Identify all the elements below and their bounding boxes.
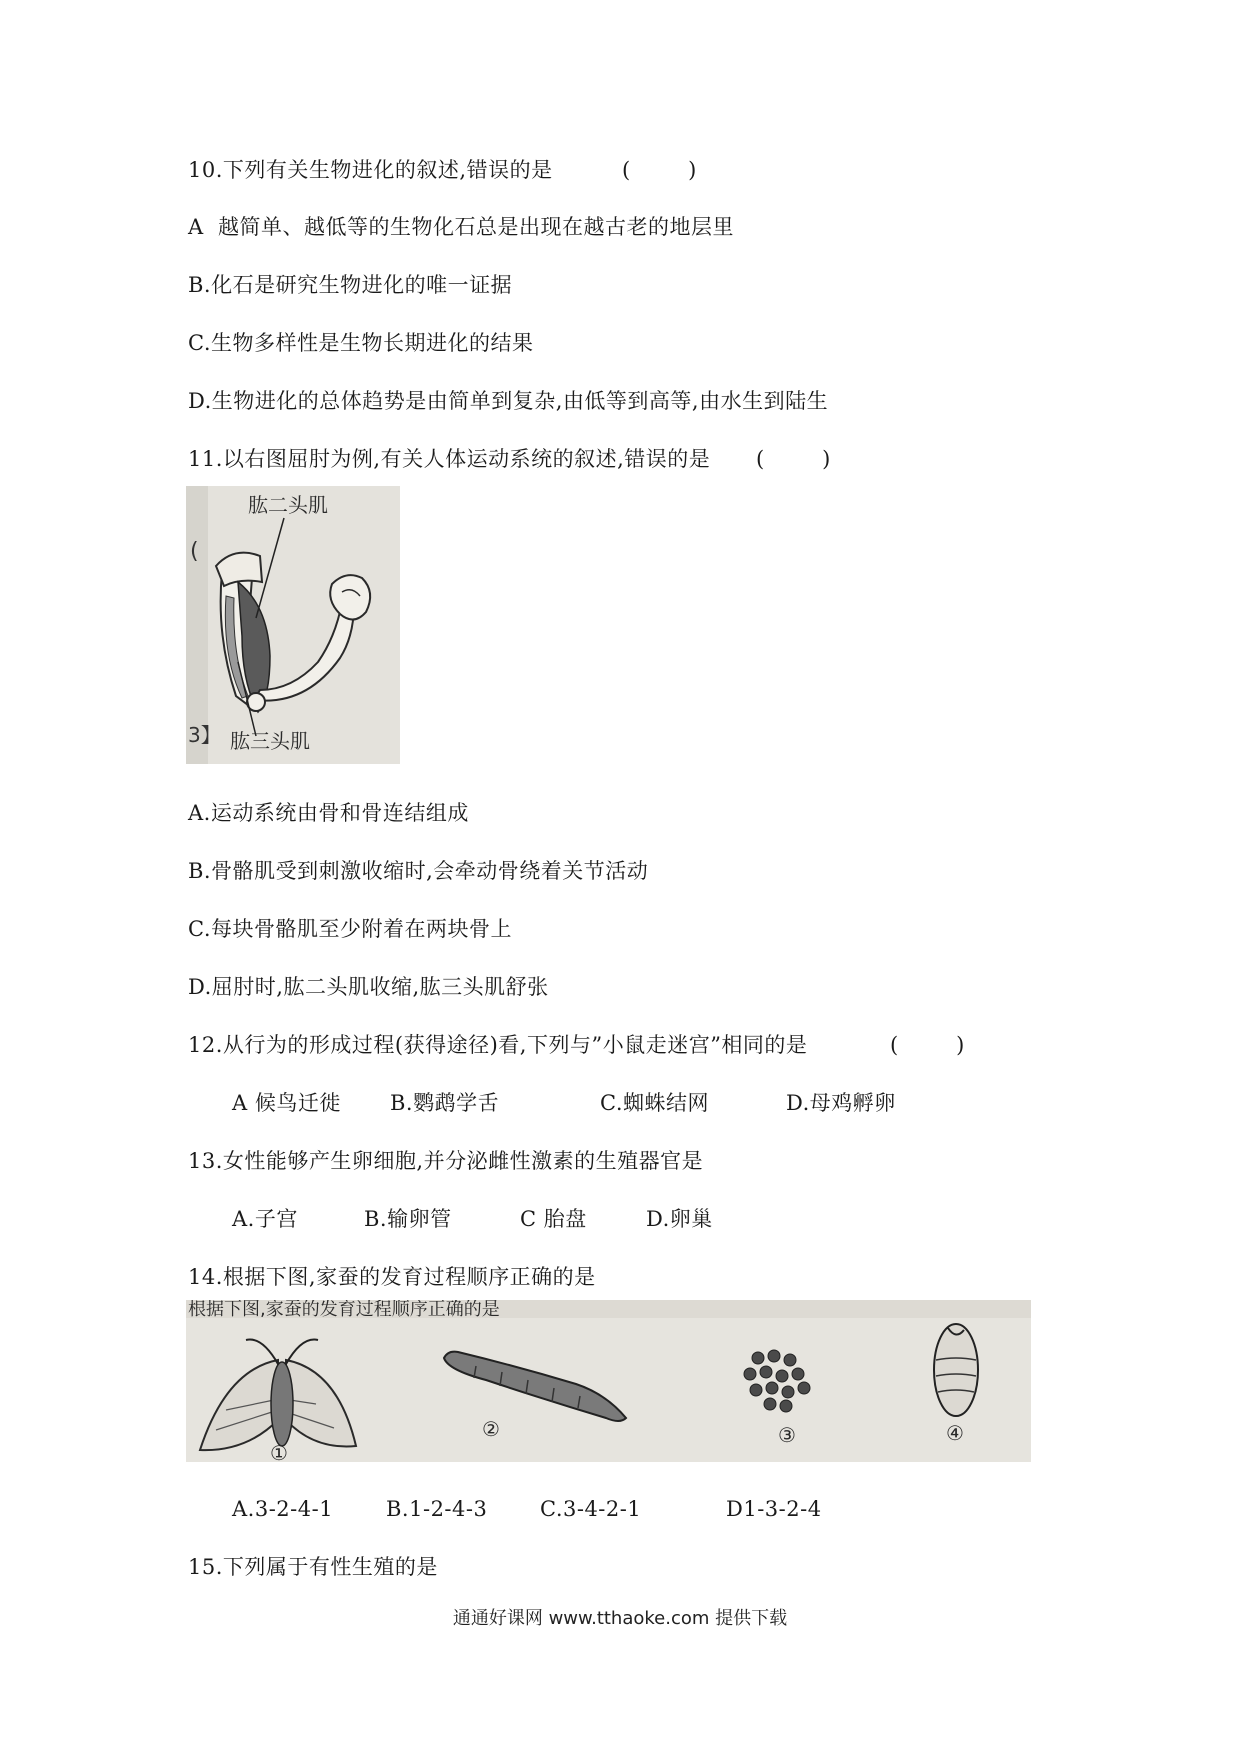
q11-option-c: C.每块骨骼肌至少附着在两块骨上 xyxy=(188,917,512,941)
q12-option-a: A 候鸟迁徙 xyxy=(232,1091,341,1115)
q13-option-a: A.子宫 xyxy=(232,1207,298,1231)
silkworm-larva-illustration xyxy=(444,1352,626,1421)
q14-stem: 14.根据下图,家蚕的发育过程顺序正确的是 xyxy=(188,1265,596,1289)
q12-option-c: C.蜘蛛结网 xyxy=(600,1091,709,1115)
silkworm-lifecycle-figure xyxy=(186,1300,1031,1462)
q10-option-c: C.生物多样性是生物长期进化的结果 xyxy=(188,331,534,355)
stage-label-3: ③ xyxy=(778,1423,796,1447)
page-footer: 通通好课网 www.tthaoke.com 提供下载 xyxy=(452,1608,788,1629)
stage-label-1: ① xyxy=(270,1441,288,1462)
biceps-label: 肱二头肌 xyxy=(248,493,328,517)
silkworm-stages-illustration xyxy=(186,1300,1031,1462)
q11-option-b: B.骨骼肌受到刺激收缩时,会牵动骨绕着关节活动 xyxy=(188,859,649,883)
moth-illustration xyxy=(200,1340,356,1451)
stage-label-2: ② xyxy=(482,1417,500,1441)
q12-blank: ( ) xyxy=(890,1033,965,1057)
eggs-illustration xyxy=(744,1350,810,1412)
flexed-arm-illustration xyxy=(186,486,400,764)
q10-stem: 10.下列有关生物进化的叙述,错误的是 xyxy=(188,158,553,182)
triceps-label: 肱三头肌 xyxy=(230,729,310,753)
q10-option-b: B.化石是研究生物进化的唯一证据 xyxy=(188,273,513,297)
arm-muscle-figure xyxy=(186,486,400,764)
q15-stem: 15.下列属于有性生殖的是 xyxy=(188,1555,438,1579)
q13-option-b: B.输卵管 xyxy=(364,1207,452,1231)
q14-option-c: C.3-4-2-1 xyxy=(540,1497,642,1521)
figure-caption: 根据下图,家蚕的发育过程顺序正确的是 xyxy=(188,1300,500,1320)
q10-option-d: D.生物进化的总体趋势是由简单到复杂,由低等到高等,由水生到陆生 xyxy=(188,389,829,413)
svg-text:3】: 3】 xyxy=(188,723,221,747)
q14-option-d: D1-3-2-4 xyxy=(726,1497,822,1521)
q12-stem: 12.从行为的形成过程(获得途径)看,下列与”小鼠走迷宫”相同的是 xyxy=(188,1033,808,1057)
q11-blank: ( ) xyxy=(756,447,831,471)
q11-option-a: A.运动系统由骨和骨连结组成 xyxy=(188,801,469,825)
q12-option-d: D.母鸡孵卵 xyxy=(786,1091,896,1115)
q11-option-d: D.屈肘时,肱二头肌收缩,肱三头肌舒张 xyxy=(188,975,549,999)
q14-option-a: A.3-2-4-1 xyxy=(232,1497,334,1521)
q13-stem: 13.女性能够产生卵细胞,并分泌雌性激素的生殖器官是 xyxy=(188,1149,704,1173)
q10-option-a: A 越简单、越低等的生物化石总是出现在越古老的地层里 xyxy=(188,215,735,239)
q11-stem: 11.以右图屈肘为例,有关人体运动系统的叙述,错误的是 xyxy=(188,447,711,471)
q13-option-c: C 胎盘 xyxy=(520,1207,587,1231)
q14-option-b: B.1-2-4-3 xyxy=(386,1497,488,1521)
svg-text:(: ( xyxy=(190,539,199,564)
q12-option-b: B.鹦鹉学舌 xyxy=(390,1091,500,1115)
q10-blank: ( ) xyxy=(622,158,697,182)
stage-label-4: ④ xyxy=(946,1421,964,1445)
q13-option-d: D.卵巢 xyxy=(646,1207,713,1231)
pupa-illustration xyxy=(934,1324,978,1416)
